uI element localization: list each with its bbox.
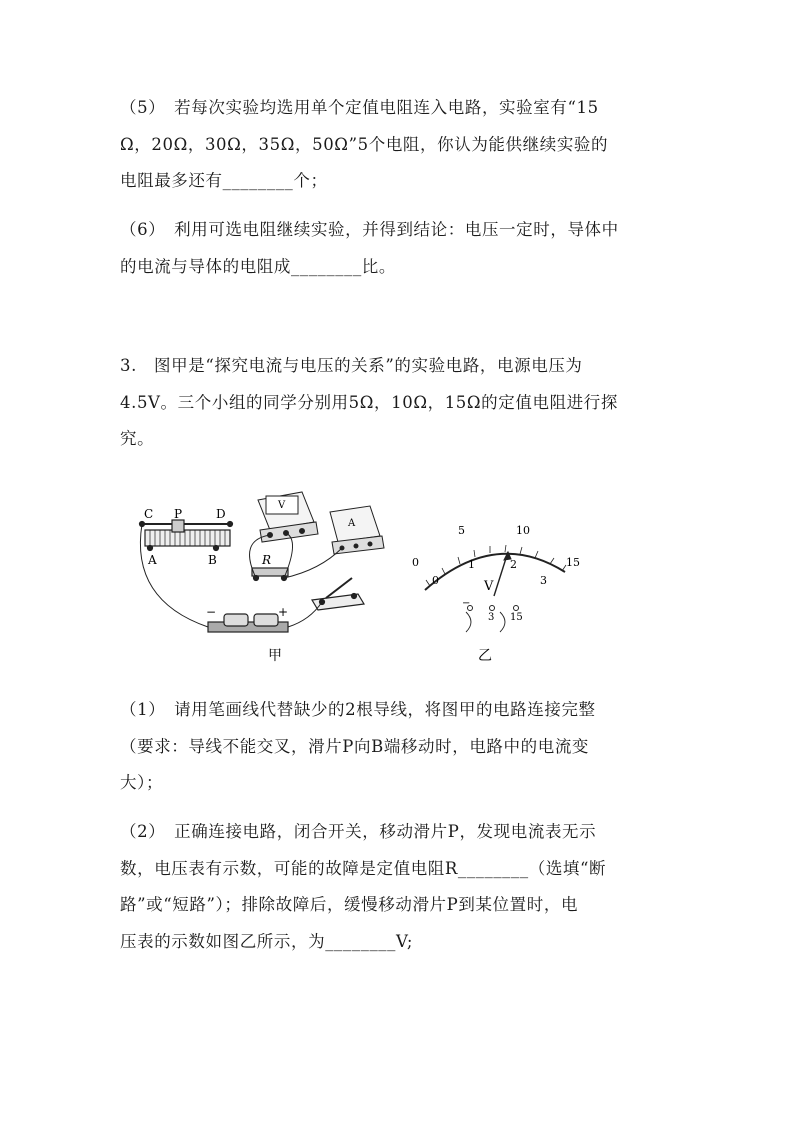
q3-2-line-3: 路”或“短路”）；排除故障后，缓慢移动滑片P到某位置时，电 <box>120 895 579 914</box>
question-5 <box>120 90 680 200</box>
question-3-stem <box>120 348 680 458</box>
q3-2-line-4: 压表的示数如图乙所示，为________V; <box>120 931 414 951</box>
q3-1-line-2: （要求：导线不能交叉，滑片P向B端移动时，电路中的电流变 <box>120 736 590 756</box>
battery-plus: + <box>278 605 289 619</box>
dial-upper-0: 0 <box>412 556 419 569</box>
dial-upper-5: 5 <box>458 524 465 537</box>
question-6 <box>120 212 680 285</box>
q3-line-1: 3. 图甲是“探究电流与电压的关系”的实验电路，电源电压为 <box>120 356 583 375</box>
q3-1-line-1: （1） 请用笔画线代替缺少的2根导线，将图甲的电路连接完整 <box>120 700 596 719</box>
rheostat-label-a: A <box>148 553 157 567</box>
terminal-15: 15 <box>510 612 523 623</box>
q3-line-3: 究。 <box>120 429 155 448</box>
fixed-resistor <box>252 568 288 581</box>
rheostat-label-c: C <box>144 507 154 521</box>
q5-line-3: 电阻最多还有________个； <box>120 171 328 190</box>
voltmeter-label: V <box>278 500 286 511</box>
voltmeter-dial <box>425 545 566 632</box>
terminal-3: 3 <box>488 612 495 623</box>
battery <box>208 614 288 632</box>
circuit-figure <box>120 490 600 670</box>
q3-1-line-3: 大）； <box>120 773 164 792</box>
question-3-2 <box>120 814 680 960</box>
q6-line-1: （6） 利用可选电阻继续实验，并得到结论：电压一定时，导体中 <box>120 220 619 239</box>
dial-lower-3: 3 <box>540 574 547 587</box>
q3-line-2: 4.5V。三个小组的同学分别用5Ω，10Ω，15Ω的定值电阻进行探 <box>120 392 618 412</box>
question-3-1 <box>120 692 680 802</box>
q5-line-2: Ω，20Ω，30Ω，35Ω，50Ω”5个电阻，你认为能供继续实验的 <box>120 134 609 154</box>
ammeter-label: A <box>348 518 356 529</box>
dial-lower-2: 2 <box>510 558 517 571</box>
battery-minus: − <box>206 605 217 619</box>
rheostat-label-p: P <box>174 507 183 521</box>
ammeter <box>330 506 384 554</box>
caption-yi: 乙 <box>478 648 492 664</box>
dial-upper-15: 15 <box>566 556 580 569</box>
q3-2-line-1: （2） 正确连接电路，闭合开关，移动滑片P，发现电流表无示 <box>120 822 597 841</box>
q5-line-1: （5） 若每次实验均选用单个定值电阻连入电路，实验室有“15 <box>120 98 599 117</box>
terminal-minus: − <box>462 598 471 609</box>
rheostat-label-d: D <box>216 507 226 521</box>
dial-upper-10: 10 <box>516 524 530 537</box>
rheostat <box>140 520 233 551</box>
caption-jia: 甲 <box>268 648 282 664</box>
q3-2-line-2: 数，电压表有示数，可能的故障是定值电阻R________（选填“断 <box>120 858 607 878</box>
q6-line-2: 的电流与导体的电阻成________比。 <box>120 256 396 276</box>
dial-lower-1: 1 <box>468 558 475 571</box>
rheostat-label-b: B <box>208 553 217 567</box>
dial-lower-0: 0 <box>432 574 439 587</box>
resistor-label: R <box>262 553 272 567</box>
dial-unit: V <box>484 579 494 594</box>
